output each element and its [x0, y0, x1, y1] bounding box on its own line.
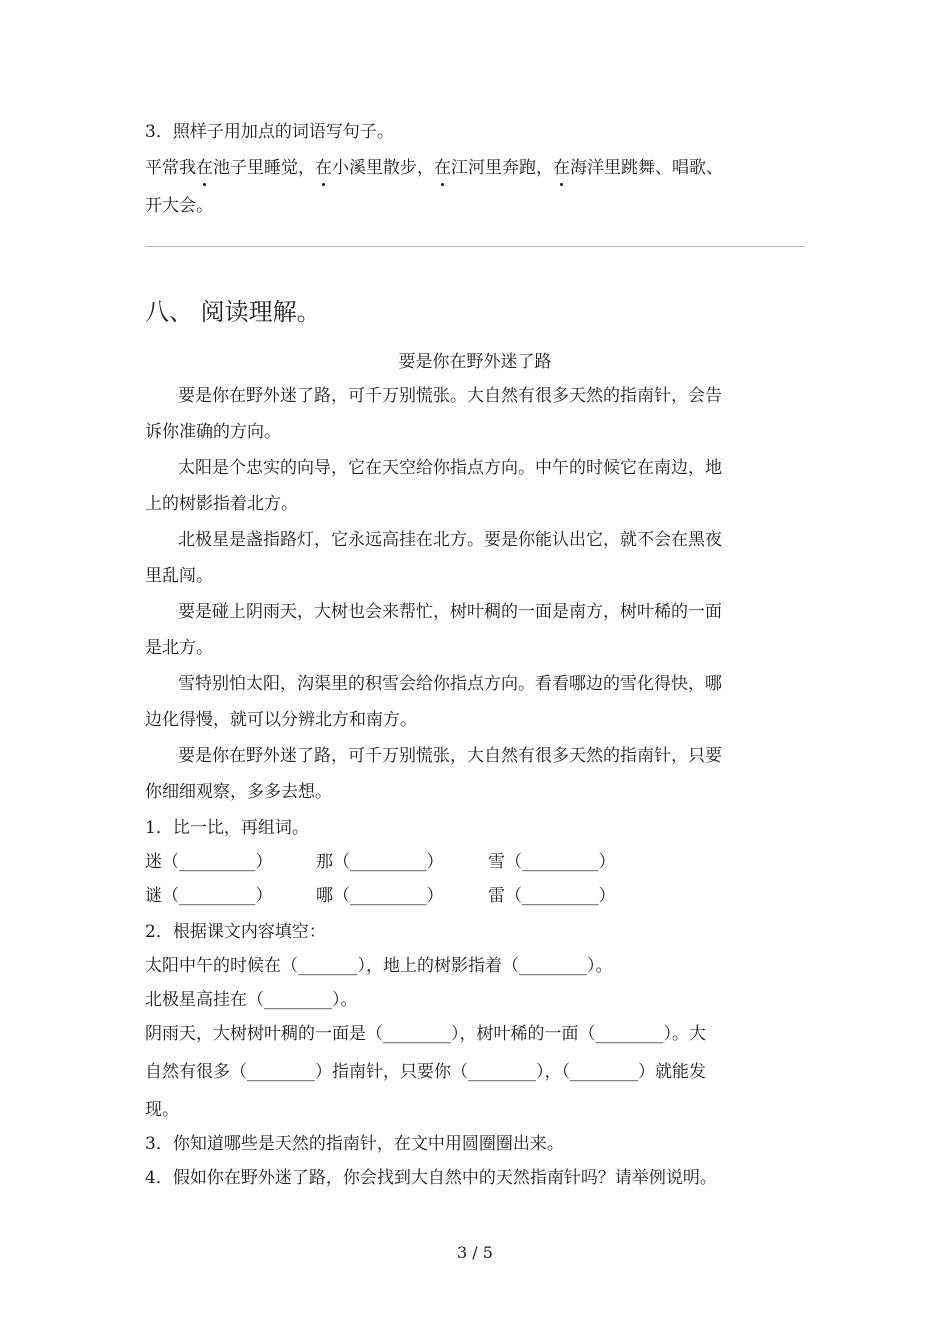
paragraph-line: 诉你准确的方向。: [145, 422, 281, 442]
q2-fill-line[interactable]: 阴雨天，大树树叶稠的一面是（________），树叶稀的一面（________）。大: [145, 1024, 706, 1044]
page-number: 3 / 5: [457, 1243, 493, 1262]
paragraph-line: 里乱闯。: [145, 566, 213, 586]
q3-prompt: 3．你知道哪些是天然的指南针，在文中用圆圈圈出来。: [145, 1134, 564, 1154]
q2-fill-line[interactable]: 自然有很多（________）指南针，只要你（________），（________）就能发: [145, 1062, 706, 1082]
example-seg-4: 江河里奔跑，: [451, 158, 553, 178]
section-heading: 八、 阅读理解。: [145, 298, 321, 326]
top-q3-example-line2: 开大会。: [145, 196, 213, 216]
paragraph-line: 要是碰上阴雨天，大树也会来帮忙，树叶稠的一面是南方，树叶稀的一面: [178, 602, 722, 622]
paragraph-line: 太阳是个忠实的向导，它在天空给你指点方向。中午的时候它在南边，地: [178, 458, 722, 478]
example-seg-5: 海洋里跳舞、唱歌、: [570, 158, 723, 178]
paragraph-line: 是北方。: [145, 638, 213, 658]
q2-fill-line[interactable]: 太阳中午的时候在（_______），地上的树影指着（________）。: [145, 956, 613, 976]
example-seg-2: 池子里睡觉，: [213, 158, 315, 178]
dotted-word-4: 在: [553, 158, 570, 178]
example-seg-3: 小溪里散步，: [332, 158, 434, 178]
paragraph-line: 你细细观察，多多去想。: [145, 782, 332, 802]
article-title: 要是你在野外迷了路: [398, 352, 552, 372]
paragraph-line: 雪特别怕太阳，沟渠里的积雪会给你指点方向。看看哪边的雪化得快，哪: [178, 674, 722, 694]
q2-fill-line: 现。: [145, 1100, 179, 1120]
q2-fill-line[interactable]: 北极星高挂在（________）。: [145, 990, 358, 1010]
word-fill-blank[interactable]: 雪（_________）: [488, 852, 616, 872]
top-q3-prompt: 3．照样子用加点的词语写句子。: [145, 122, 394, 142]
top-q3-example-line1: [145, 156, 723, 180]
word-fill-blank[interactable]: 那（_________）: [316, 852, 444, 872]
word-fill-blank[interactable]: 迷（_________）: [145, 852, 273, 872]
paragraph-line: 上的树影指着北方。: [145, 494, 298, 514]
dotted-word-1: 在: [196, 158, 213, 178]
paragraph-line: 边化得慢，就可以分辨北方和南方。: [145, 710, 417, 730]
example-seg-1: 平常我: [145, 158, 196, 178]
q4-prompt: 4．假如你在野外迷了路，你会找到大自然中的天然指南针吗？请举例说明。: [145, 1168, 717, 1188]
section-divider: [145, 246, 805, 247]
word-fill-blank[interactable]: 雷（_________）: [488, 886, 616, 906]
q1-prompt: 1．比一比，再组词。: [145, 818, 309, 838]
dotted-word-2: 在: [315, 158, 332, 178]
paragraph-line: 要是你在野外迷了路，可千万别慌张，大自然有很多天然的指南针，只要: [178, 746, 722, 766]
word-fill-blank[interactable]: 谜（_________）: [145, 886, 273, 906]
paragraph-line: 北极星是盏指路灯，它永远高挂在北方。要是你能认出它，就不会在黑夜: [178, 530, 722, 550]
word-fill-blank[interactable]: 哪（_________）: [316, 886, 444, 906]
dotted-word-3: 在: [434, 158, 451, 178]
paragraph-line: 要是你在野外迷了路，可千万别慌张。大自然有很多天然的指南针，会告: [178, 386, 722, 406]
q2-prompt: 2．根据课文内容填空：: [145, 922, 326, 942]
